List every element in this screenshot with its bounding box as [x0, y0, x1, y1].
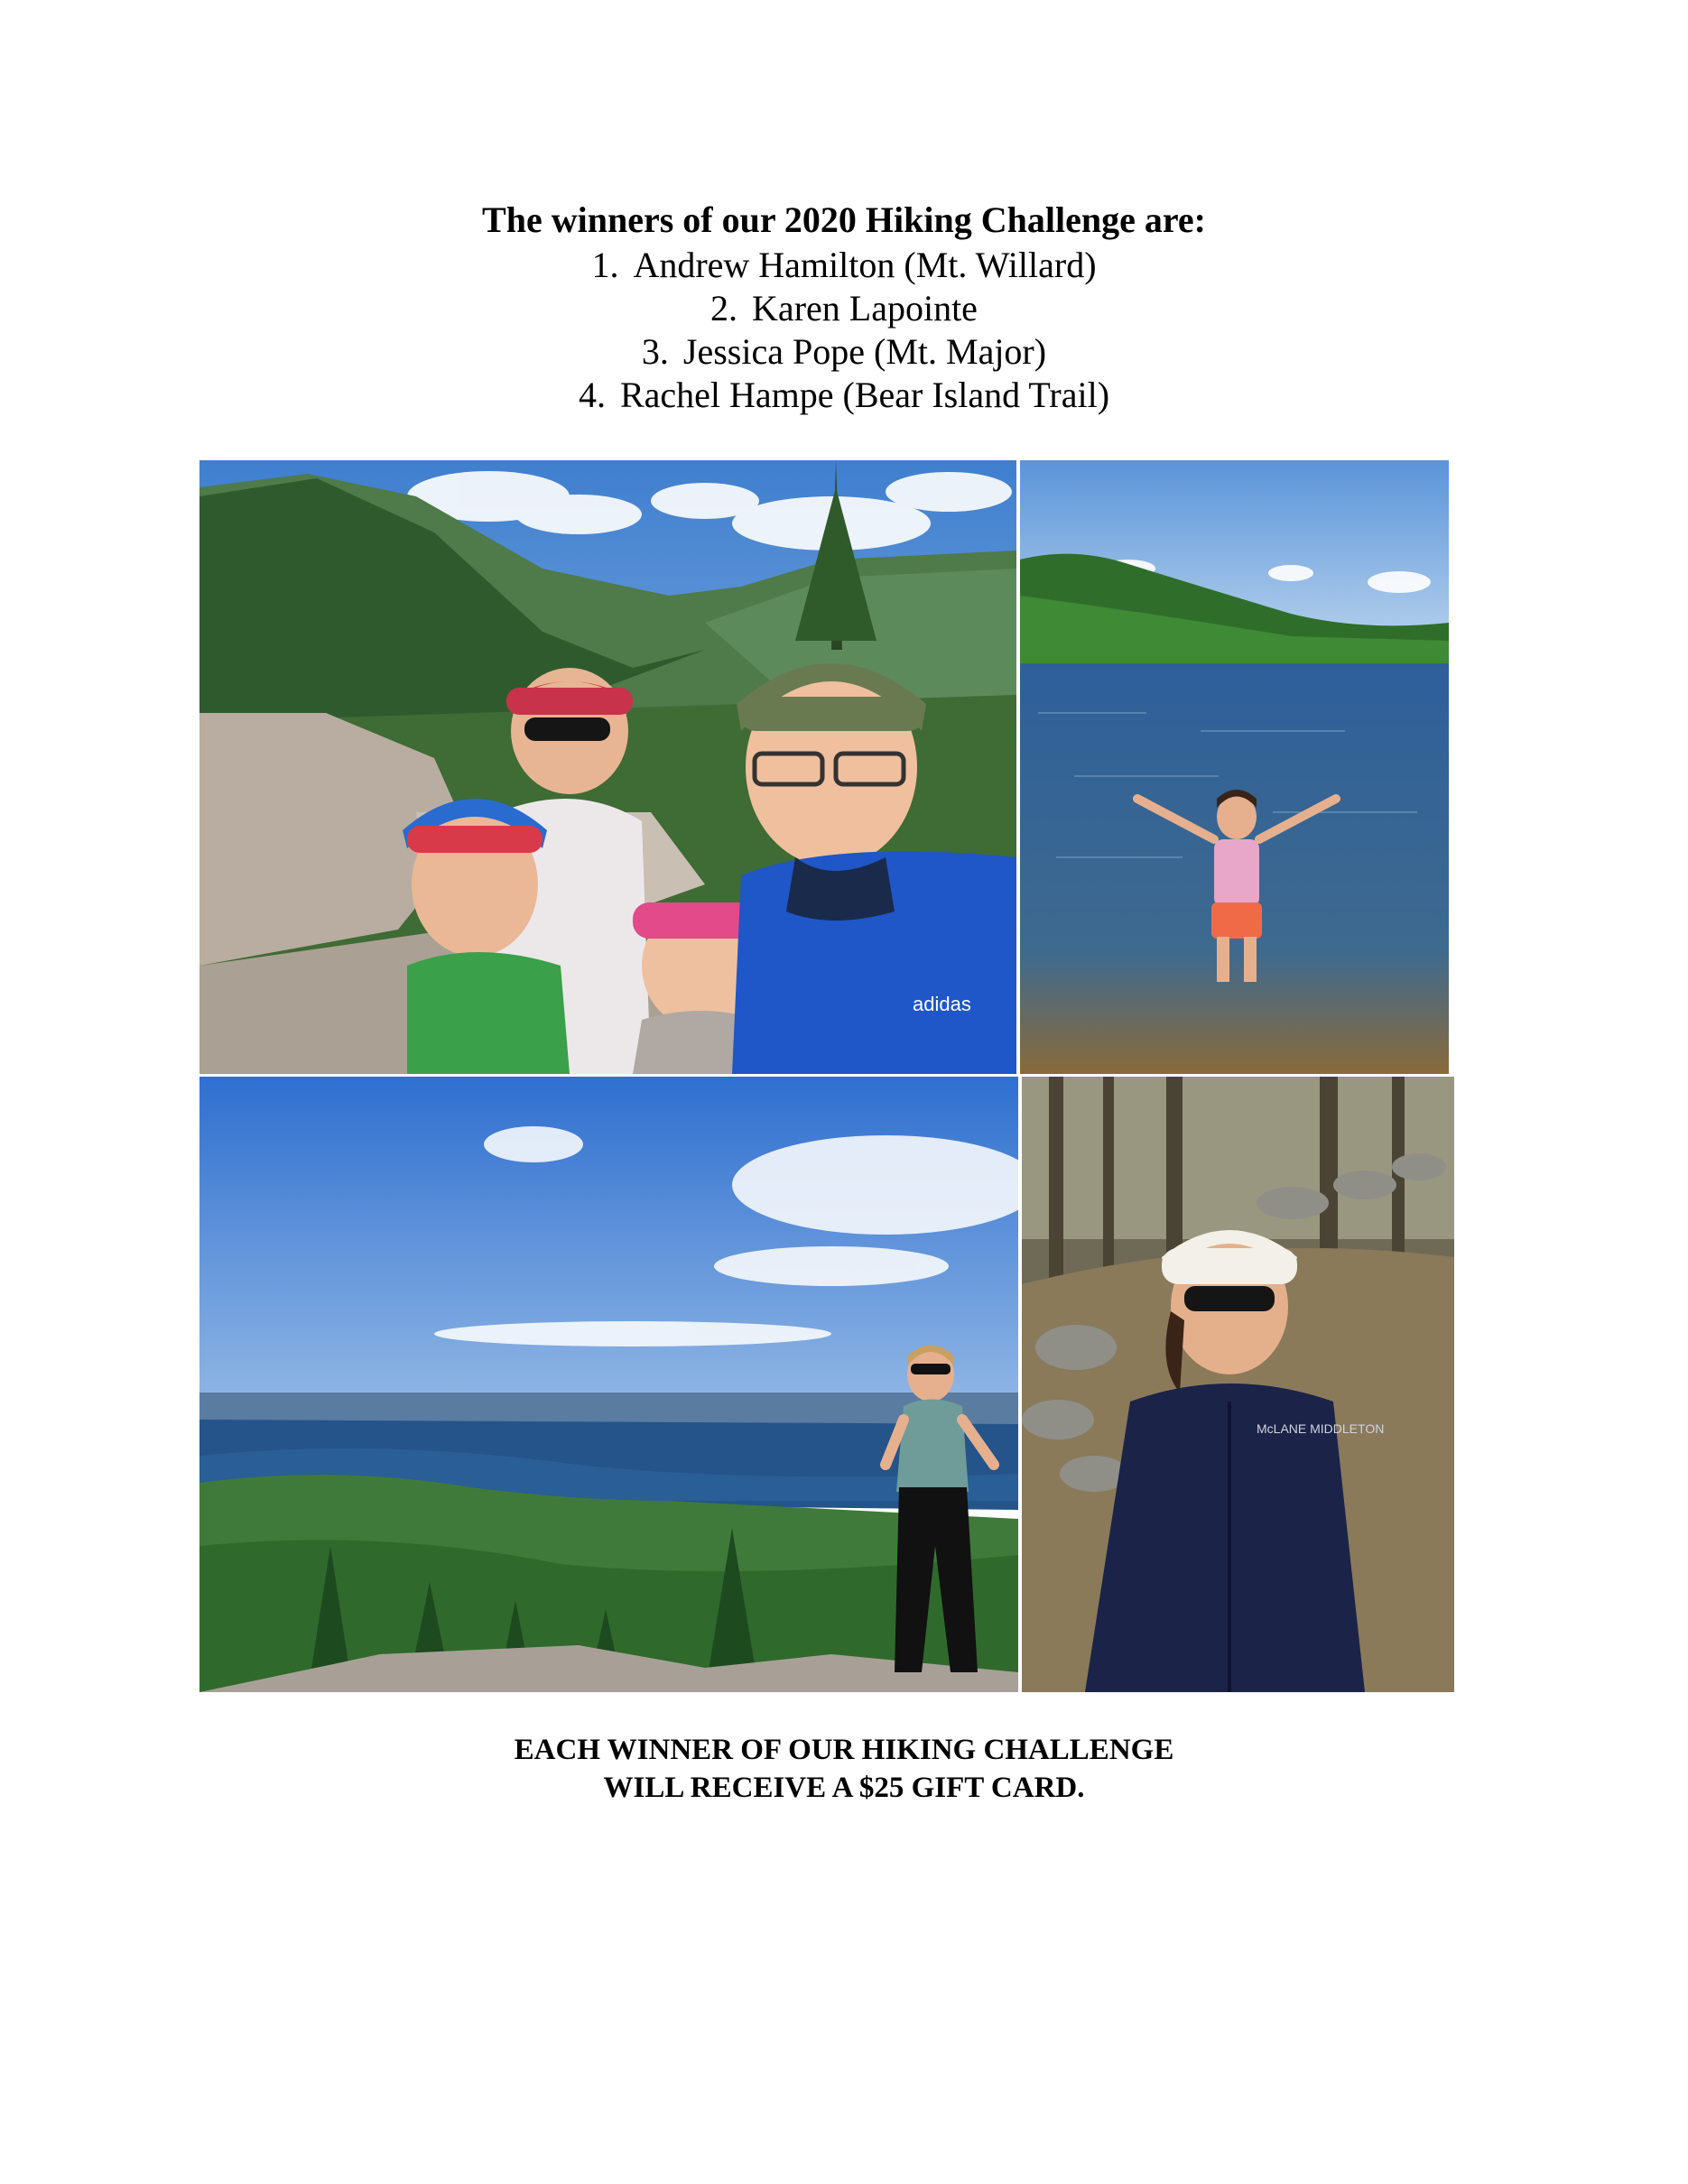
photo-woods-portrait — [1022, 1077, 1454, 1692]
winner-text: Rachel Hampe (Bear Island Trail) — [619, 375, 1110, 415]
shirt-logo: adidas — [913, 993, 971, 1015]
photo-river-child — [1020, 460, 1449, 1074]
winner-number: 3. — [641, 331, 669, 372]
winners-list — [0, 244, 1688, 417]
footer-line: WILL RECEIVE A $25 GIFT CARD. — [603, 1772, 1085, 1804]
winner-item — [0, 244, 1688, 287]
winner-item — [0, 330, 1688, 374]
winner-number: 2. — [710, 288, 738, 329]
winner-item — [0, 287, 1688, 330]
footer-notice — [0, 1731, 1688, 1807]
footer-line: EACH WINNER OF OUR HIKING CHALLENGE — [514, 1734, 1174, 1766]
jacket-logo: McLANE MIDDLETON — [1257, 1421, 1385, 1436]
page-heading: The winners of our 2020 Hiking Challenge are: — [482, 199, 1206, 240]
winner-text: Andrew Hamilton (Mt. Willard) — [633, 245, 1097, 285]
winner-item — [0, 374, 1688, 417]
photo-lake-overlook — [199, 1077, 1018, 1692]
winner-number: 1. — [591, 245, 619, 285]
winner-text: Karen Lapointe — [752, 288, 978, 329]
photo-family-mountain — [199, 460, 1016, 1074]
winner-text: Jessica Pope (Mt. Major) — [682, 331, 1047, 372]
winner-number: 4. — [578, 375, 606, 415]
